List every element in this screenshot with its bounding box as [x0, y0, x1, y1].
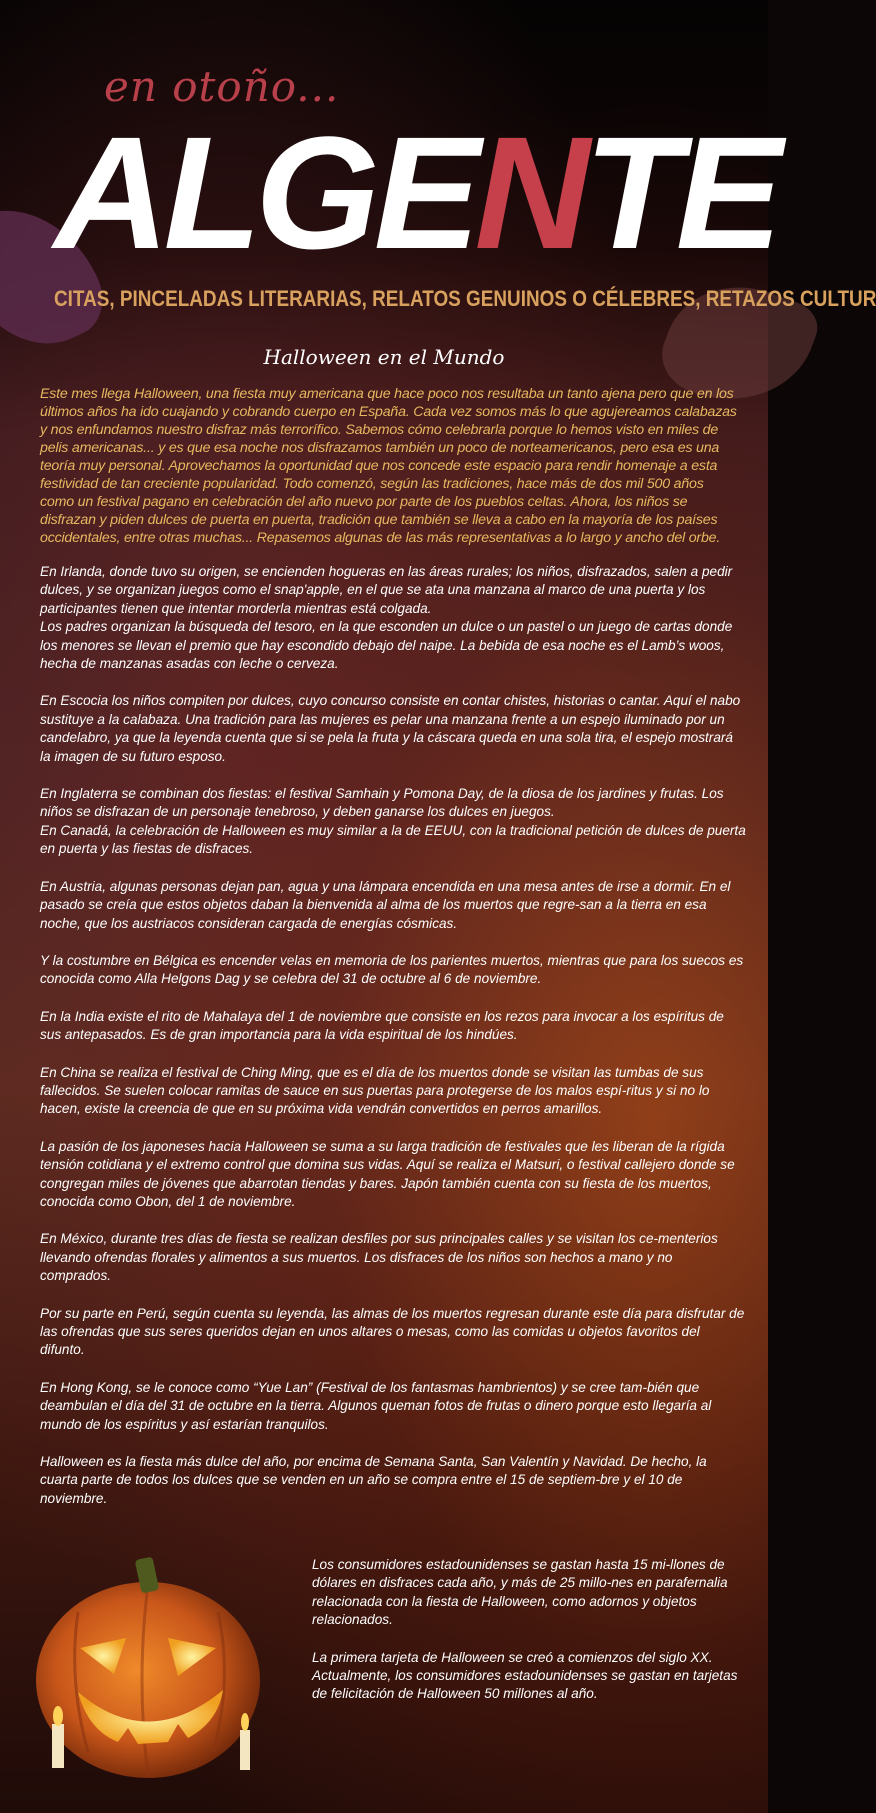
- paragraph-text: Y la costumbre en Bélgica es encender velas en memoria de los parientes muertos, mientras que para los suecos es conocida como Alla Helgons Dag y se celebra del 31 de octubre al 6 de noviembre.: [40, 952, 744, 987]
- paragraph-text: Los padres organizan la búsqueda del tesoro, en la que esconden un dulce o un pastel o un juego de cartas donde los menores se llevan el premio que hay escondido debajo del naipe. La bebida de esa noche es el Lamb’s woos, hecha de manzanas asadas con leche o cerveza.: [40, 619, 733, 672]
- paragraph-text: En China se realiza el festival de Ching Ming, que es el día de los muertos donde se visitan las tumbas de sus fallecidos. Se suelen colocar ramitas de sauce en sus puertas para protegerse de los malos espí-ritus y si no lo hacen, existe la creencia de que en su próxima vida vendrán convertidos en perros amarillos.: [40, 1064, 710, 1117]
- article-paragraph: [40, 692, 746, 766]
- section-subheading: CITAS, PINCELADAS LITERARIAS, RELATOS GENUINOS O CÉLEBRES, RETAZOS CULTUR: [54, 286, 876, 311]
- side-facts: [312, 1556, 742, 1723]
- side-fact-paragraph: La primera tarjeta de Halloween se creó a comienzos del siglo XX. Actualmente, los consumidores estadounidenses se gastan en tarjetas de felicitación de Halloween 50 millones al año.: [312, 1649, 738, 1702]
- article-paragraph: [40, 1064, 746, 1119]
- paragraph-text: En Hong Kong, se le conoce como “Yue Lan” (Festival de los fantasmas hambrientos) y se cree tam-bién que deambulan el día del 31 de octubre en la tierra. Algunos queman fotos de frutas o dinero porque esto llegaría al mundo de los espíritus y así estarían tranquilos.: [40, 1379, 712, 1432]
- paragraph-text: En la India existe el rito de Mahalaya del 1 de noviembre que consiste en los rezos para invocar a los espíritus de sus antepasados. Es de gran importancia para la vida espiritual de los hindúes.: [40, 1008, 724, 1043]
- article-paragraph: [40, 1008, 746, 1045]
- paragraph-text: Por su parte en Perú, según cuenta su leyenda, las almas de los muertos regresan durante este día para disfrutar de las ofrendas que sus seres queridos dejan en unos altares o mesas, como las comidas u objetos favoritos del difunto.: [40, 1305, 745, 1358]
- article-paragraph: [40, 563, 746, 673]
- article-paragraph: [40, 1230, 746, 1285]
- title-part1: ALGE: [54, 103, 475, 282]
- article-title: Halloween en el Mundo: [263, 345, 505, 369]
- paragraph-text: En Canadá, la celebración de Halloween es muy similar a la de EEUU, con la tradicional petición de dulces de puerta en puerta y las fiestas de disfraces.: [40, 822, 746, 857]
- paragraph-text: En Irlanda, donde tuvo su origen, se encienden hogueras en las áreas rurales; los niños, disfrazados, salen a pedir dulces, y se organizan juegos como el snap'apple, en el que se ata una manzana al marco de una puerta y los participantes tienen que intentar morderla mientras está colgada.: [40, 564, 733, 616]
- article-body: [40, 563, 746, 1527]
- article-paragraph: [40, 1305, 746, 1360]
- article-paragraph: [40, 1138, 746, 1212]
- paragraph-text: En Escocia los niños compiten por dulces, cuyo concurso consiste en contar chistes, historias o cantar. Aquí el nabo sustituye a la calabaza. Una tradición para las mujeres es pelar una manzana frente a un espejo iluminado por un candelabro, ya que la leyenda cuenta que si se pela la fruta y la cáscara queda en una sola tira, el espejo mostrará la imagen de su futuro esposo.: [40, 693, 741, 764]
- article-paragraph: [40, 952, 746, 989]
- article-intro: Este mes llega Halloween, una fiesta muy americana que hace poco nos resultaba un tanto ajena pero que en los últimos años ha ido cuajando y cobrando cuerpo en España. Cada vez somos más lo que agujereamos calabazas y nos enfundamos nuestro disfraz más terrorífico. Sabemos cómo celebrarla porque lo hemos visto en miles de pelis americanas... y es que esa noche nos disfrazamos también un poco de norteamericanos, pero esa es una teoría muy personal. Aprovechamos la oportunidad que nos concede este espacio para rendir homenaje a esta festividad de tan creciente popularidad. Todo comenzó, según las tradiciones, hace más de dos mil 500 años como un festival pagano en celebración del año nuevo por parte de los pueblos celtas. Ahora, los niños se disfrazan y piden dulces de puerta en puerta, tradición que también se lleva a cabo en la mayoría de los países occidentales, entre otras muchas... Repasemos algunas de las más representativas a lo largo y ancho del orbe.: [40, 386, 737, 546]
- article-paragraph: [40, 878, 746, 933]
- paragraph-text: En México, durante tres días de fiesta se realizan desfiles por sus principales calles y se visitan los ce-menterios llevando ofrendas florales y alimentos a sus muertos. Los disfraces de los niños son hechos a mano y no comprados.: [40, 1231, 718, 1284]
- title-accent-letter: N: [474, 103, 584, 282]
- article-paragraph: [40, 1379, 746, 1434]
- paragraph-text: La pasión de los japoneses hacia Halloween se suma a su larga tradición de festivales que les liberan de la rígida tensión cotidiana y el extremo control que domina sus vidas. Aquí se realiza el Matsuri, o festival callejero donde se congregan miles de jóvenes que abarrotan tiendas y bares. Japón también cuenta con su fiesta de los muertos, conocida como Obon, del 1 de noviembre.: [40, 1138, 735, 1209]
- article-paragraph: [40, 785, 746, 859]
- paragraph-text: Halloween es la fiesta más dulce del año, por encima de Semana Santa, San Valentín y Navidad. De hecho, la cuarta parte de todos los dulces que se venden en un año se compra entre el 15 de septiem-bre y el 10 de noviembre.: [40, 1454, 707, 1506]
- paragraph-text: En Inglaterra se combinan dos fiestas: el festival Samhain y Pomona Day, de la diosa de los jardines y frutas. Los niños se disfrazan de un personaje tenebroso, y deben ganarse los dulces en juegos.: [40, 786, 724, 820]
- side-fact-paragraph: Los consumidores estadounidenses se gastan hasta 15 mi-llones de dólares en disfraces cada año, y más de 25 millo-nes en parafernalia relacionada con la fiesta de Halloween, como adornos y objetos relacionados.: [312, 1557, 728, 1628]
- paragraph-text: En Austria, algunas personas dejan pan, agua y una lámpara encendida en una mesa antes de irse a dormir. En el pasado se creía que estos objetos daban la bienvenida al alma de los muertos que regre-san a la tierra en esa noche, que los austriacos consideran cargada de energías cósmicas.: [40, 878, 731, 931]
- article-paragraph: [40, 1453, 746, 1508]
- tagline: en otoño...: [104, 62, 340, 111]
- jack-o-lantern-illustration: [18, 1552, 268, 1782]
- magazine-title: [54, 103, 777, 282]
- title-part2: TE: [584, 103, 777, 282]
